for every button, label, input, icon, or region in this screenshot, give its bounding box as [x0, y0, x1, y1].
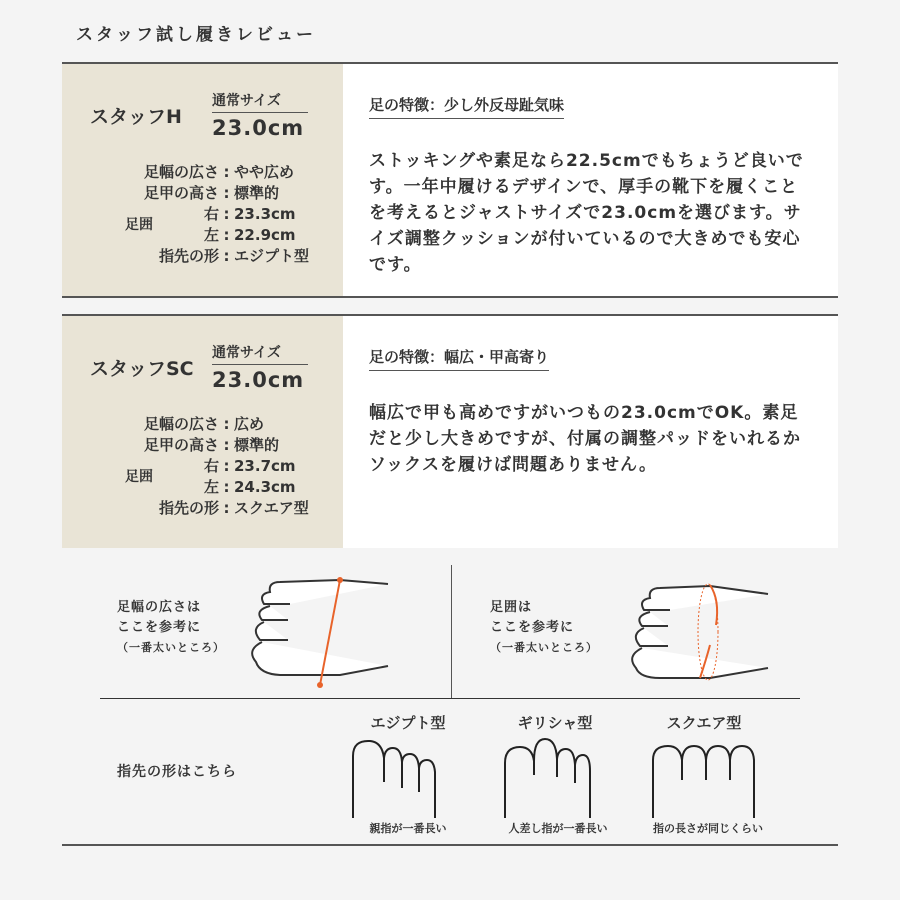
guide-line: 足囲は: [490, 600, 533, 615]
guide-line: （一番太いところ）: [490, 641, 598, 654]
girth-guide-text: [490, 598, 598, 658]
spec-label: 足幅の広さ: [143, 163, 219, 181]
guide-line: （一番太いところ）: [117, 641, 225, 654]
page-title: スタッフ試し履きレビュー: [76, 25, 316, 45]
greek-toe-icon: [500, 735, 620, 818]
spec-value: 22.9cm: [234, 226, 296, 244]
spec-label: 右: [203, 205, 219, 223]
divider: [62, 844, 838, 846]
staff-name: スタッフH: [90, 106, 182, 128]
foot-girth-illustration: [620, 570, 770, 695]
spec-label: 足幅の広さ: [143, 415, 219, 433]
spec-value: やや広め: [234, 163, 295, 181]
spec-value: 標準的: [234, 184, 280, 202]
egyptian-toe-icon: [350, 738, 470, 818]
size-label: 通常サイズ: [212, 90, 308, 113]
guide-line: ここを参考に: [117, 620, 202, 635]
toe-type-name: エジプト型: [370, 714, 446, 732]
feature-heading: 足の特徴：幅広・甲高寄り: [369, 346, 549, 371]
square-toe-icon: [650, 738, 770, 818]
staff-name: スタッフSC: [90, 358, 194, 380]
guide-line: ここを参考に: [490, 620, 575, 635]
size-value: 23.0cm: [212, 116, 305, 140]
size-value: 23.0cm: [212, 368, 305, 392]
spec-value: 23.7cm: [234, 457, 296, 475]
spec-value: スクエア型: [234, 499, 309, 517]
divider: [62, 296, 838, 298]
toe-type-caption: 親指が一番長い: [369, 822, 447, 835]
divider: [100, 698, 800, 699]
guide-line: 足幅の広さは: [117, 600, 202, 615]
spec-label: 足囲: [125, 216, 153, 233]
spec-label: 足甲の高さ: [143, 184, 219, 202]
spec-label: 足囲: [125, 468, 153, 485]
staff-card-h: [62, 64, 838, 296]
spec-label: 指先の形: [158, 247, 219, 265]
toe-type-caption: 指の長さが同じくらい: [653, 822, 763, 835]
width-guide-text: [117, 598, 225, 658]
review-text: ストッキングや素足なら22.5cmでもちょうど良いです。一年中履けるデザインで、厚手の靴下を履くことを考えるとジャストサイズで23.0cmを選びます。サイズ調整クッションが付いているので大きめでも安心です。: [369, 151, 804, 275]
spec-value: 23.3cm: [234, 205, 296, 223]
spec-label: 指先の形: [158, 499, 219, 517]
foot-width-illustration: [240, 570, 390, 695]
toe-type-name: スクエア型: [666, 714, 742, 732]
spec-value: 24.3cm: [234, 478, 296, 496]
review-text: 幅広で甲も高めですがいつもの23.0cmでOK。素足だと少し大きめですが、付属の調整パッドをいれるかソックスを履けば問題ありません。: [369, 403, 801, 475]
spec-label: 左: [203, 478, 219, 496]
spec-value: 標準的: [234, 436, 280, 454]
toe-type-name: ギリシャ型: [517, 714, 593, 732]
specs: 足幅の広さ : 広め 足甲の高さ : 標準的 足囲 右 : 23.7cm 左 : 24.3cm 指先の形 : スクエア型: [104, 414, 309, 519]
spec-label: 右: [203, 457, 219, 475]
spec-value: 広め: [234, 415, 265, 433]
staff-card-sc: [62, 316, 838, 548]
spec-label: 左: [203, 226, 219, 244]
feature-heading: 足の特徴：少し外反母趾気味: [369, 94, 564, 119]
spec-label: 足甲の高さ: [143, 436, 219, 454]
size-label: 通常サイズ: [212, 342, 308, 365]
divider: [451, 565, 452, 698]
toe-type-caption: 人差し指が一番長い: [508, 822, 608, 835]
toe-shape-label: 指先の形はこちら: [117, 764, 237, 780]
spec-value: エジプト型: [234, 247, 310, 265]
specs: 足幅の広さ : やや広め 足甲の高さ : 標準的 足囲 右 : 23.3cm 左 : 22.9cm 指先の形 : エジプト型: [104, 162, 309, 267]
